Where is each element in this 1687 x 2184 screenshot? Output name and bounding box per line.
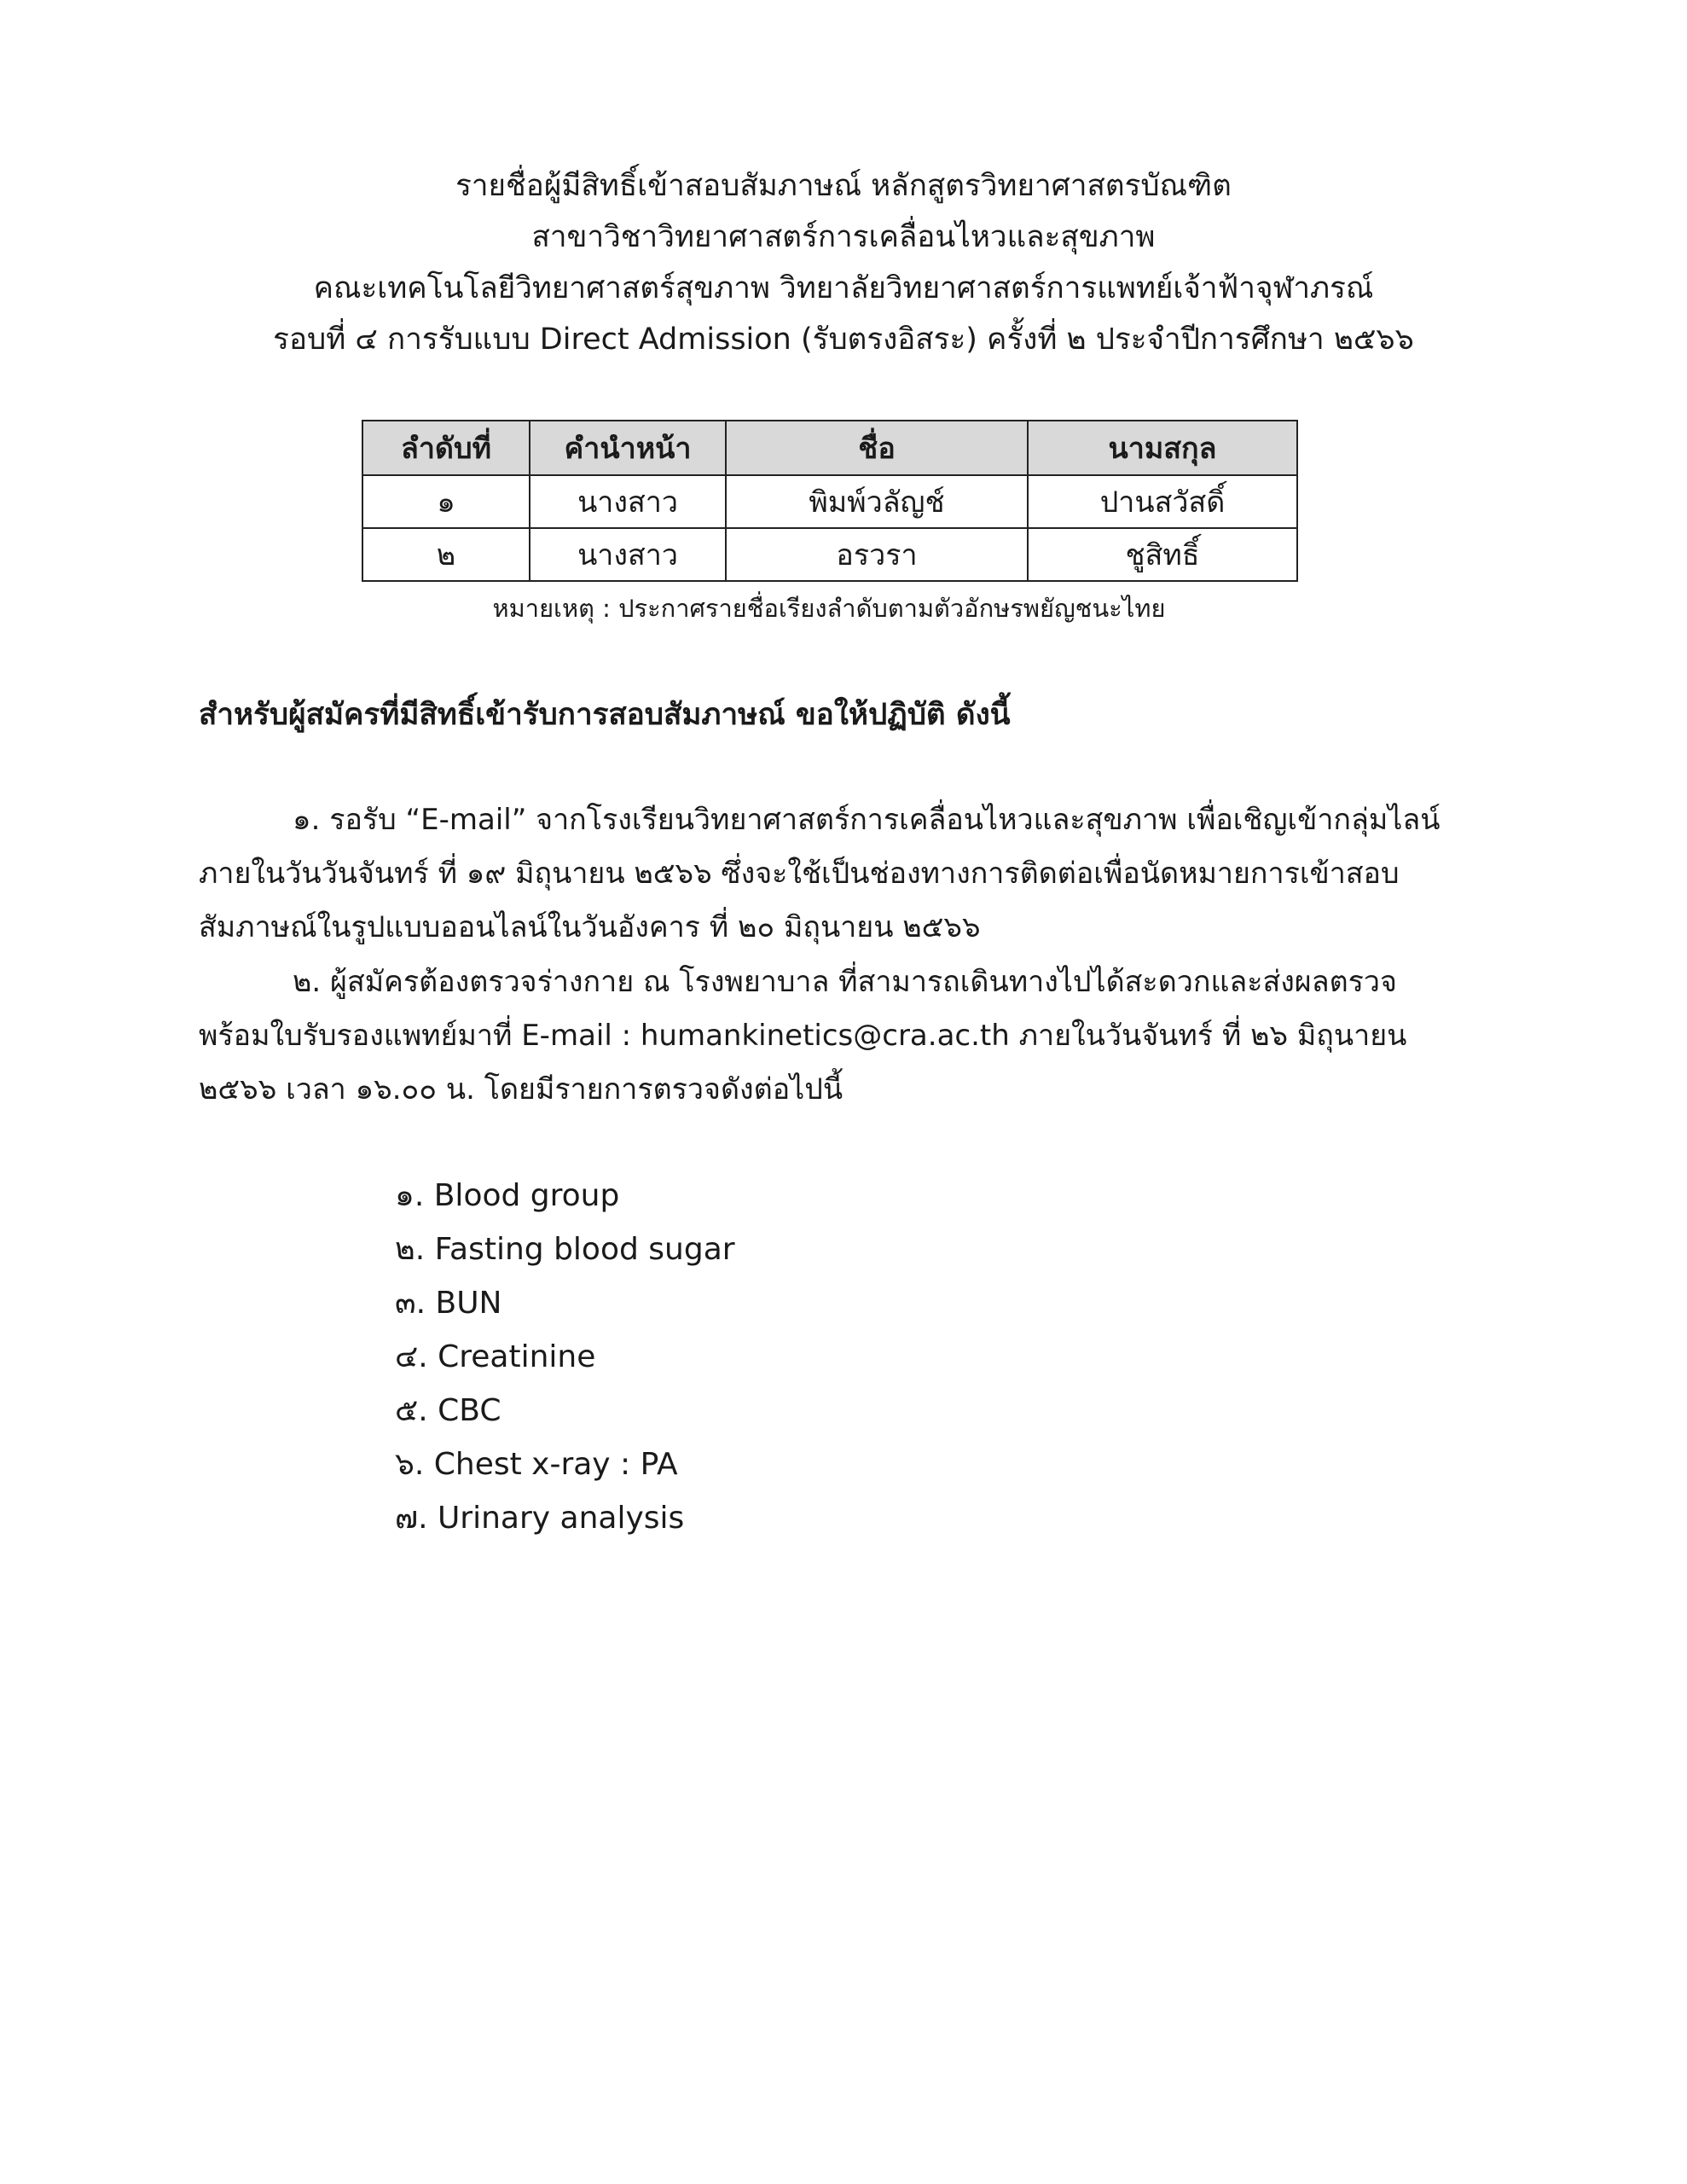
list-item: ๓. BUN bbox=[395, 1286, 502, 1321]
candidate-table bbox=[362, 420, 1298, 582]
header-line-3: คณะเทคโนโลยีวิทยาศาสตร์สุขภาพ วิทยาลัยวิทยาศาสตร์การแพทย์เจ้าฟ้าจุฬาภรณ์ bbox=[313, 271, 1374, 305]
table-header-row bbox=[362, 421, 1297, 475]
list-item: ๑. Blood group bbox=[395, 1178, 620, 1213]
list-item: ๕. CBC bbox=[395, 1393, 501, 1428]
header-line-2: สาขาวิชาวิทยาศาสตร์การเคลื่อนไหวและสุขภาพ bbox=[531, 220, 1156, 254]
header-line-4: รอบที่ ๔ การรับแบบ Direct Admission (รับตรงอิสระ) ครั้งที่ ๒ ประจำปีการศึกษา ๒๕๖๖ bbox=[273, 322, 1414, 357]
table-row bbox=[362, 475, 1297, 528]
list-item: ๗. Urinary analysis bbox=[395, 1501, 685, 1536]
paragraph-line: ๒๕๖๖ เวลา ๑๖.๐๐ น. โดยมีรายการตรวจดังต่อไปนี้ bbox=[199, 1072, 844, 1107]
header-order: ลำดับที่ bbox=[362, 421, 530, 475]
paragraph-line: ๑. รอรับ “E-mail” จากโรงเรียนวิทยาศาสตร์การเคลื่อนไหวและสุขภาพ เพื่อเชิญเข้ากลุ่มไลน์ bbox=[293, 803, 1441, 837]
list-item: ๔. Creatinine bbox=[395, 1339, 596, 1374]
cell-prefix: นางสาว bbox=[530, 528, 726, 581]
cell-first-name: อรวรา bbox=[726, 528, 1028, 581]
cell-order: ๑ bbox=[362, 475, 530, 528]
instruction-paragraph-2 bbox=[199, 956, 1487, 1117]
cell-last-name: ปานสวัสดิ์ bbox=[1028, 475, 1297, 528]
instructions-title: สำหรับผู้สมัครที่มีสิทธิ์เข้ารับการสอบสัมภาษณ์ ขอให้ปฏิบัติ ดังนี้ bbox=[199, 698, 1011, 732]
table-note: หมายเหตุ : ประกาศรายชื่อเรียงลำดับตามตัวอักษรพยัญชนะไทย bbox=[492, 594, 1166, 623]
cell-prefix: นางสาว bbox=[530, 475, 726, 528]
cell-order: ๒ bbox=[362, 528, 530, 581]
candidate-table-container bbox=[362, 420, 1296, 582]
header-first-name: ชื่อ bbox=[726, 421, 1028, 475]
cell-first-name: พิมพ์วลัญช์ bbox=[726, 475, 1028, 528]
paragraph-line: สัมภาษณ์ในรูปแบบออนไลน์ในวันอังคาร ที่ ๒๐ มิถุนายน ๒๕๖๖ bbox=[199, 910, 981, 944]
paragraph-line: ภายในวันวันจันทร์ ที่ ๑๙ มิถุนายน ๒๕๖๖ ซึ่งจะใช้เป็นช่องทางการติดต่อเพื่อนัดหมายการเข้าสอบ bbox=[199, 857, 1400, 891]
list-item: ๒. Fasting blood sugar bbox=[395, 1232, 735, 1267]
header-last-name: นามสกุล bbox=[1028, 421, 1297, 475]
cell-last-name: ชูสิทธิ์ bbox=[1028, 528, 1297, 581]
header-line-1: รายชื่อผู้มีสิทธิ์เข้าสอบสัมภาษณ์ หลักสูตรวิทยาศาสตรบัณฑิต bbox=[455, 169, 1232, 203]
instruction-paragraph-1 bbox=[199, 793, 1487, 955]
header-prefix: คำนำหน้า bbox=[530, 421, 726, 475]
medical-test-list bbox=[395, 1169, 735, 1545]
announcement-header bbox=[171, 160, 1516, 365]
paragraph-line: พร้อมใบรับรองแพทย์มาที่ E-mail : humankinetics@cra.ac.th ภายในวันจันทร์ ที่ ๒๖ มิถุนายน bbox=[199, 1019, 1407, 1053]
paragraph-line: ๒. ผู้สมัครต้องตรวจร่างกาย ณ โรงพยาบาล ที่สามารถเดินทางไปได้สะดวกและส่งผลตรวจ bbox=[293, 965, 1397, 999]
list-item: ๖. Chest x-ray : PA bbox=[395, 1447, 678, 1482]
table-row bbox=[362, 528, 1297, 581]
